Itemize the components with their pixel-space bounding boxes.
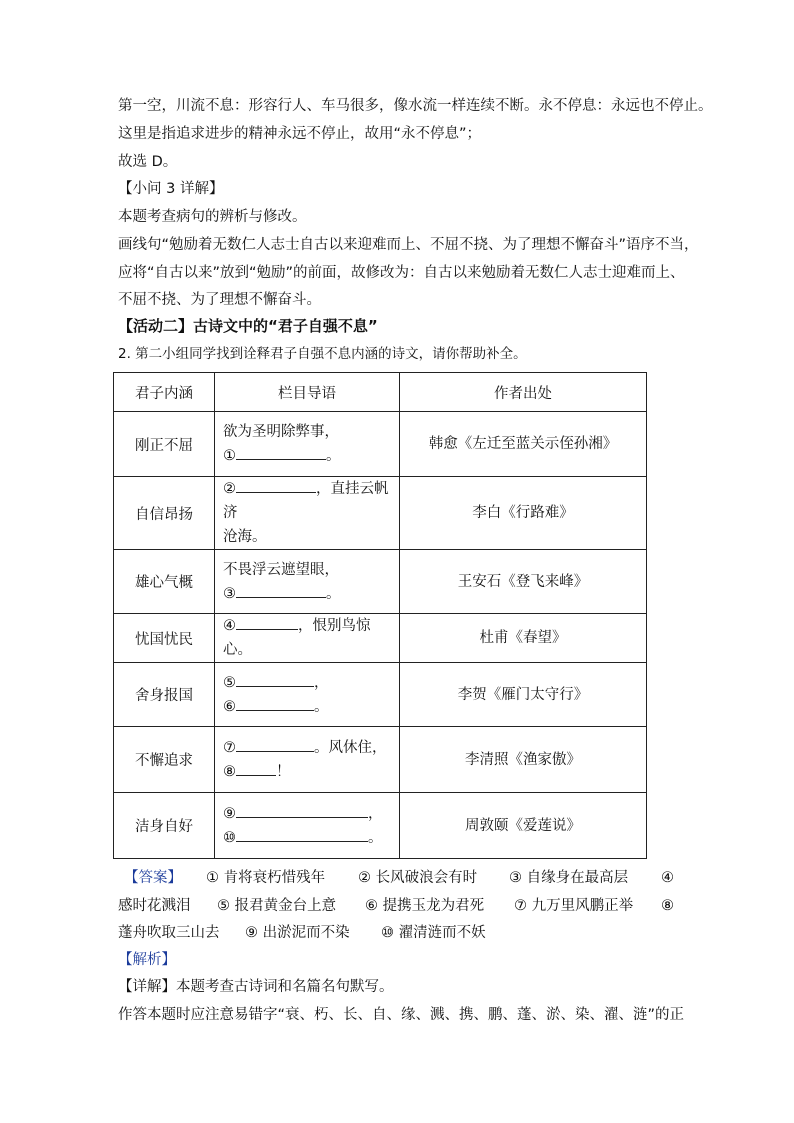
verse-text: ，直挂云帆济 <box>223 481 389 521</box>
verse-line <box>223 558 399 582</box>
table-row <box>114 412 647 477</box>
verse-text: 。 <box>326 448 341 464</box>
verse-text: ④ <box>223 618 236 634</box>
text-line: 故选 D。 <box>118 154 178 170</box>
meaning-cell: 自信昂扬 <box>114 477 215 550</box>
meaning-cell: 洁身自好 <box>114 793 215 859</box>
verse-line <box>223 525 399 549</box>
verse-line <box>223 802 399 826</box>
verse-line <box>223 826 399 850</box>
fill-blank[interactable] <box>236 827 368 842</box>
verse-text: 沧海。 <box>223 529 267 545</box>
verse-text: 。 <box>368 829 383 846</box>
answer-item: ④ <box>661 870 674 886</box>
text-line: 不屈不挠、为了理想不懈奋斗。 <box>118 292 321 308</box>
verse-cell <box>215 477 400 550</box>
verse-text: ⑥ <box>223 698 236 715</box>
header-cell: 君子内涵 <box>114 373 215 412</box>
verse-cell <box>215 663 400 727</box>
answer-item: ⑤ 报君黄金台上意 <box>217 898 337 914</box>
table-row <box>114 477 647 550</box>
answer-item: 感时花溅泪 <box>118 898 191 914</box>
fill-blank[interactable] <box>236 672 314 687</box>
answer-item: ② 长风破浪会有时 <box>358 870 478 886</box>
verse-text: 。 <box>314 698 329 715</box>
verse-text: ③ <box>223 585 236 602</box>
fill-blank[interactable] <box>236 803 368 818</box>
meaning-cell: 刚正不屈 <box>114 412 215 477</box>
answer-item: ⑥ 提携玉龙为君死 <box>365 898 485 914</box>
verse-line <box>223 671 399 695</box>
detail-line: 作答本题时应注意易错字“衰、朽、长、自、缘、溅、携、鹏、蓬、淤、染、濯、涟”的正 <box>118 1007 685 1023</box>
fill-blank[interactable] <box>236 696 314 711</box>
verse-text: ！ <box>276 763 291 780</box>
answer-label: 【答案】 <box>124 870 182 886</box>
header-cell: 作者出处 <box>400 373 647 412</box>
text-line: 画线句“勉励着无数仁人志士自古以来迎难而上、不屈不挠、为了理想不懈奋斗”语序不当， <box>118 237 699 253</box>
activity-title: 【活动二】古诗文中的“君子自强不息” <box>118 317 378 335</box>
verse-text: ⑩ <box>223 829 236 846</box>
source-cell: 王安石《登飞来峰》 <box>400 550 647 614</box>
verse-line <box>223 477 399 525</box>
verse-text: ⑨ <box>223 805 236 822</box>
header-cell: 栏目导语 <box>215 373 400 412</box>
source-cell: 李清照《渔家傲》 <box>400 727 647 793</box>
verse-text: ⑦ <box>223 739 236 756</box>
table-row <box>114 550 647 614</box>
meaning-cell: 舍身报国 <box>114 663 215 727</box>
verse-line <box>223 582 399 606</box>
verse-text: ，恨别鸟惊心。 <box>223 618 371 658</box>
text-line: 本题考查病句的辨析与修改。 <box>118 209 307 225</box>
answer-item: ⑩ 濯清涟而不妖 <box>381 925 486 941</box>
source-cell: 周敦颐《爱莲说》 <box>400 793 647 859</box>
verse-line <box>223 444 399 468</box>
answer-item: ⑨ 出淤泥而不染 <box>245 925 350 941</box>
verse-line <box>223 736 399 760</box>
verse-text: 不畏浮云遮望眼， <box>223 561 339 578</box>
verse-text: ⑧ <box>223 763 236 780</box>
source-cell: 李贺《雁门太守行》 <box>400 663 647 727</box>
question-text: 2. 第二小组同学找到诠释君子自强不息内涵的诗文，请你帮助补全。 <box>118 346 527 362</box>
answer-item: 蓬舟吹取三山去 <box>118 925 220 941</box>
text-line: 这里是指追求进步的精神永远不停止，故用“永不停息”； <box>118 126 482 142</box>
verse-line <box>223 420 399 444</box>
verse-cell <box>215 412 400 477</box>
fill-blank[interactable] <box>236 583 326 598</box>
source-cell: 韩愈《左迁至蓝关示侄孙湘》 <box>400 412 647 477</box>
fill-blank[interactable] <box>236 445 326 460</box>
detail-line: 【详解】本题考查古诗词和名篇名句默写。 <box>118 979 394 995</box>
text-line: 第一空，川流不息：形容行人、车马很多，像水流一样连续不断。永不停息：永远也不停止。 <box>118 98 713 114</box>
verse-text: ， <box>368 805 383 822</box>
meaning-cell: 忧国忧民 <box>114 614 215 663</box>
verse-cell <box>215 550 400 614</box>
verse-text: 。风休住， <box>314 739 387 756</box>
meaning-cell: 不懈追求 <box>114 727 215 793</box>
source-cell: 杜甫《春望》 <box>400 614 647 663</box>
fill-blank[interactable] <box>236 761 276 776</box>
verse-text: ② <box>223 481 236 497</box>
verse-cell <box>215 614 400 663</box>
verse-text: 。 <box>326 585 341 602</box>
table-row <box>114 793 647 859</box>
table-header-row <box>114 373 647 412</box>
verse-text: 欲为圣明除弊事， <box>223 424 339 440</box>
answer-item: ⑧ <box>661 898 674 914</box>
verse-text: ， <box>314 674 329 691</box>
answer-item: ⑦ 九万里风鹏正举 <box>514 898 634 914</box>
fill-blank[interactable] <box>236 615 298 630</box>
verse-text: ① <box>223 448 236 464</box>
table-row <box>114 663 647 727</box>
fill-blank[interactable] <box>236 478 316 493</box>
table-row <box>114 614 647 663</box>
verse-cell <box>215 727 400 793</box>
answer-item: ③ 自缘身在最高层 <box>509 870 629 886</box>
verse-cell <box>215 793 400 859</box>
meaning-cell: 雄心气概 <box>114 550 215 614</box>
analysis-label: 【解析】 <box>118 952 176 968</box>
table-row <box>114 727 647 793</box>
text-line: 应将“自古以来”放到“勉励”的前面，故修改为：自古以来勉励着无数仁人志士迎难而上、 <box>118 265 685 281</box>
fill-blank[interactable] <box>236 737 314 752</box>
answer-item: ① 肯将衰朽惜残年 <box>206 870 326 886</box>
source-cell: 李白《行路难》 <box>400 477 647 550</box>
poem-table <box>113 372 647 859</box>
verse-text: ⑤ <box>223 674 236 691</box>
verse-line <box>223 695 399 719</box>
section-heading: 【小问 3 详解】 <box>118 181 224 197</box>
verse-line <box>223 614 399 662</box>
verse-line <box>223 760 399 784</box>
